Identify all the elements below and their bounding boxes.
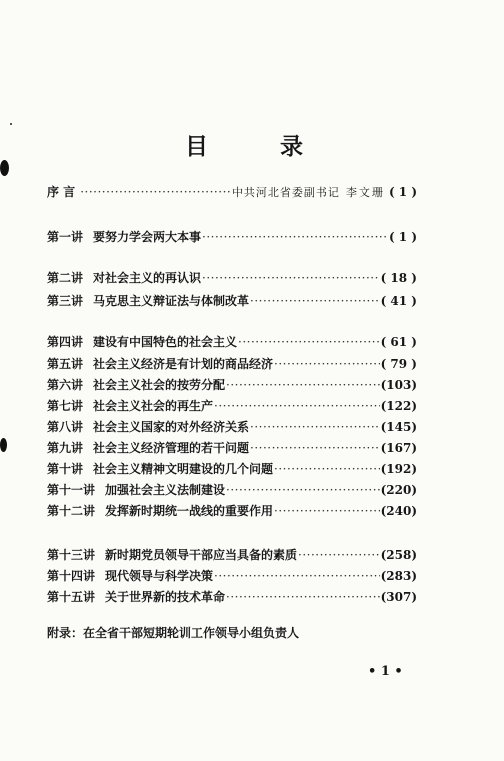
toc-entry [47, 588, 417, 606]
dot-leader [214, 399, 380, 413]
toc-entry [47, 269, 417, 287]
dot-leader [226, 483, 380, 497]
lecture-page: (122) [380, 399, 417, 413]
dot-leader [274, 357, 380, 371]
toc-entry [47, 546, 417, 564]
toc-entry [47, 567, 417, 585]
lecture-title: 关于世界新的技术革命 [105, 590, 226, 604]
dot-leader [238, 335, 380, 349]
lecture-title: 马克思主义辩证法与体制改革 [93, 294, 250, 308]
dot-leader [274, 504, 380, 518]
dot-leader [250, 441, 380, 455]
lecture-title: 新时期党员领导干部应当具备的素质 [105, 548, 298, 562]
lecture-title: 建设有中国特色的社会主义 [93, 335, 238, 349]
lecture-title: 社会主义社会的再生产 [93, 399, 214, 413]
lecture-page: (103) [380, 378, 417, 392]
toc-entry [47, 292, 417, 310]
lecture-page: (192) [380, 462, 417, 476]
lecture-page: (258) [380, 548, 417, 562]
toc-entry [47, 460, 417, 478]
lecture-title: 对社会主义的再认识 [93, 271, 202, 285]
lecture-title: 要努力学会两大本事 [93, 230, 202, 244]
lecture-number: 第十一讲 [47, 483, 96, 497]
toc-entry [47, 481, 417, 499]
lecture-number: 第五讲 [47, 357, 84, 371]
toc-entry [47, 333, 417, 351]
appendix-line: 附录：在全省干部短期轮训工作领导小组负责人 [47, 626, 300, 640]
lecture-number: 第三讲 [47, 294, 84, 308]
lecture-number: 第十二讲 [47, 504, 96, 518]
lecture-title: 社会主义经济是有计划的商品经济 [93, 357, 274, 371]
dot-leader [298, 548, 380, 562]
dot-leader [214, 569, 380, 583]
lecture-page: ( 18 ) [380, 271, 417, 285]
lecture-number: 第八讲 [47, 420, 84, 434]
dot-leader [226, 590, 380, 604]
preface-author-title: 中共河北省委副书记 [231, 186, 340, 199]
preface-author-name: 李文珊 [345, 186, 385, 199]
lecture-title: 加强社会主义法制建设 [105, 483, 226, 497]
lecture-number: 第六讲 [47, 378, 84, 392]
lecture-number: 第九讲 [47, 441, 84, 455]
lecture-number: 第十三讲 [47, 548, 96, 562]
toc-entry [47, 397, 417, 415]
dot-leader [274, 462, 380, 476]
lecture-number: 第二讲 [47, 271, 84, 285]
toc-entry [47, 502, 417, 520]
dot-leader [250, 420, 380, 434]
preface-label: 序 言 [47, 185, 76, 199]
lecture-page: ( 79 ) [380, 357, 417, 371]
page-number-footer: • 1 • [368, 664, 403, 679]
lecture-title: 发挥新时期统一战线的重要作用 [105, 504, 274, 518]
lecture-page: (283) [380, 569, 417, 583]
lecture-page: ( 61 ) [380, 335, 417, 349]
binding-hole-top [0, 160, 9, 176]
dot-leader [226, 378, 380, 392]
lecture-page: (145) [380, 420, 417, 434]
toc-entry [47, 439, 417, 457]
lecture-page: (240) [380, 504, 417, 518]
lecture-number: 第四讲 [47, 335, 84, 349]
lecture-number: 第十讲 [47, 462, 84, 476]
lecture-title: 社会主义精神文明建设的几个问题 [93, 462, 274, 476]
preface-page: ( 1 ) [388, 185, 417, 199]
lecture-number: 第十四讲 [47, 569, 96, 583]
lecture-number: 第七讲 [47, 399, 84, 413]
page-title: 目 录 [184, 133, 335, 160]
dot-leader [202, 271, 380, 285]
lecture-title: 现代领导与科学决策 [105, 569, 214, 583]
lecture-title: 社会主义社会的按劳分配 [93, 378, 226, 392]
lecture-number: 第十五讲 [47, 590, 96, 604]
toc-entry-preface [47, 183, 417, 201]
dot-leader [80, 185, 231, 199]
dot-leader [250, 294, 380, 308]
toc-entry [47, 376, 417, 394]
toc-entry [47, 418, 417, 436]
lecture-page: (220) [380, 483, 417, 497]
lecture-title: 社会主义经济管理的若干问题 [93, 441, 250, 455]
dot-leader [202, 230, 388, 244]
scan-speck [10, 123, 12, 125]
toc-entry [47, 355, 417, 373]
lecture-page: ( 1 ) [388, 230, 417, 244]
lecture-number: 第一讲 [47, 230, 84, 244]
lecture-page: (307) [380, 590, 417, 604]
lecture-page: ( 41 ) [380, 294, 417, 308]
lecture-title: 社会主义国家的对外经济关系 [93, 420, 250, 434]
binding-hole-bottom [0, 438, 7, 452]
lecture-page: (167) [380, 441, 417, 455]
toc-entry [47, 228, 417, 246]
